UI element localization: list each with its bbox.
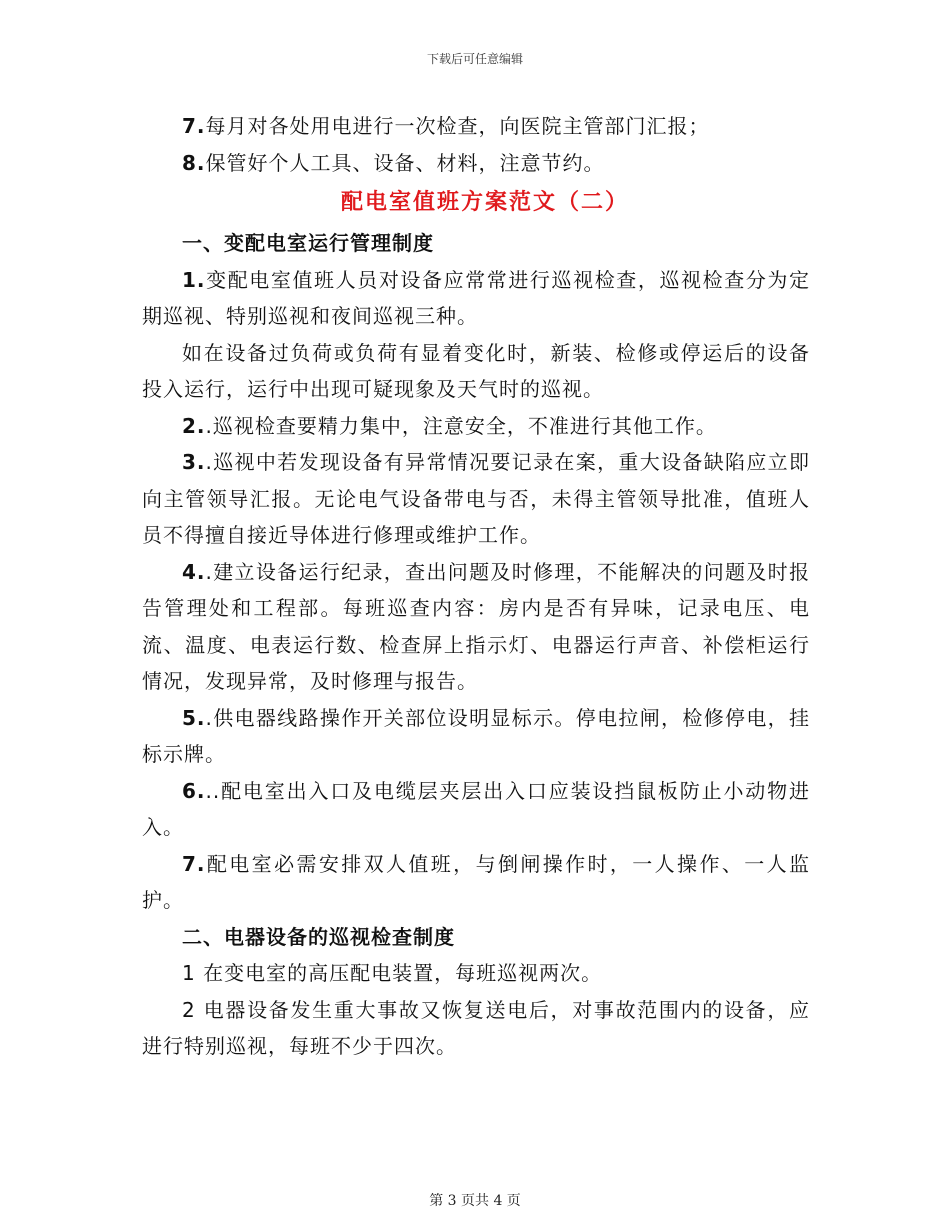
section-heading: 二、电器设备的巡视检查制度 — [182, 924, 455, 949]
document-body — [142, 108, 810, 1065]
paragraph: 7.每月对各处用电进行一次检查，向医院主管部门汇报； — [182, 114, 710, 138]
page-footer: 第 3 页共 4 页 — [429, 1193, 521, 1209]
paragraph: 2..巡视检查要精力集中，注意安全，不准进行其他工作。 — [182, 413, 717, 438]
page-header: 下载后可任意编辑 — [426, 52, 523, 66]
paragraph: 如在设备过负荷或负荷有显着变化时，新装、检修或停运后的设备投入运行，运行中出现可疑现象及天气时的巡视。 — [142, 340, 810, 401]
paragraph: 1 在变电室的高压配电装置，每班巡视两次。 — [182, 961, 603, 985]
paragraph: 4..建立设备运行纪录，查出问题及时修理，不能解决的问题及时报告管理处和工程部。每班巡查内容：房内是否有异味，记录电压、电流、温度、电表运行数、检查屏上指示灯、电器运行声音、补偿柜运行情况，发现异常，及时修理与报告。 — [142, 559, 810, 693]
paragraph: 5..供电器线路操作开关部位设明显标示。停电拉闸，检修停电，挂标示牌。 — [142, 705, 810, 766]
paragraph: 3..巡视中若发现设备有异常情况要记录在案，重大设备缺陷应立即向主管领导汇报。无论电气设备带电与否，未得主管领导批准，值班人员不得擅自接近导体进行修理或维护工作。 — [142, 450, 810, 547]
document-title: 配电室值班方案范文（二） — [340, 190, 629, 215]
paragraph: 2 电器设备发生重大事故又恢复送电后，对事故范围内的设备，应进行特别巡视，每班不少于四次。 — [142, 997, 810, 1058]
paragraph: 6...配电室出入口及电缆层夹层出入口应装设挡鼠板防止小动物进入。 — [142, 778, 810, 839]
paragraph: 8.保管好个人工具、设备、材料，注意节约。 — [182, 150, 605, 175]
paragraph: 1.变配电室值班人员对设备应常常进行巡视检查，巡视检查分为定期巡视、特别巡视和夜间巡视三种。 — [142, 267, 810, 328]
paragraph: 7.配电室必需安排双人值班，与倒闸操作时，一人操作、一人监护。 — [142, 851, 810, 912]
section-heading: 一、变配电室运行管理制度 — [182, 231, 434, 255]
